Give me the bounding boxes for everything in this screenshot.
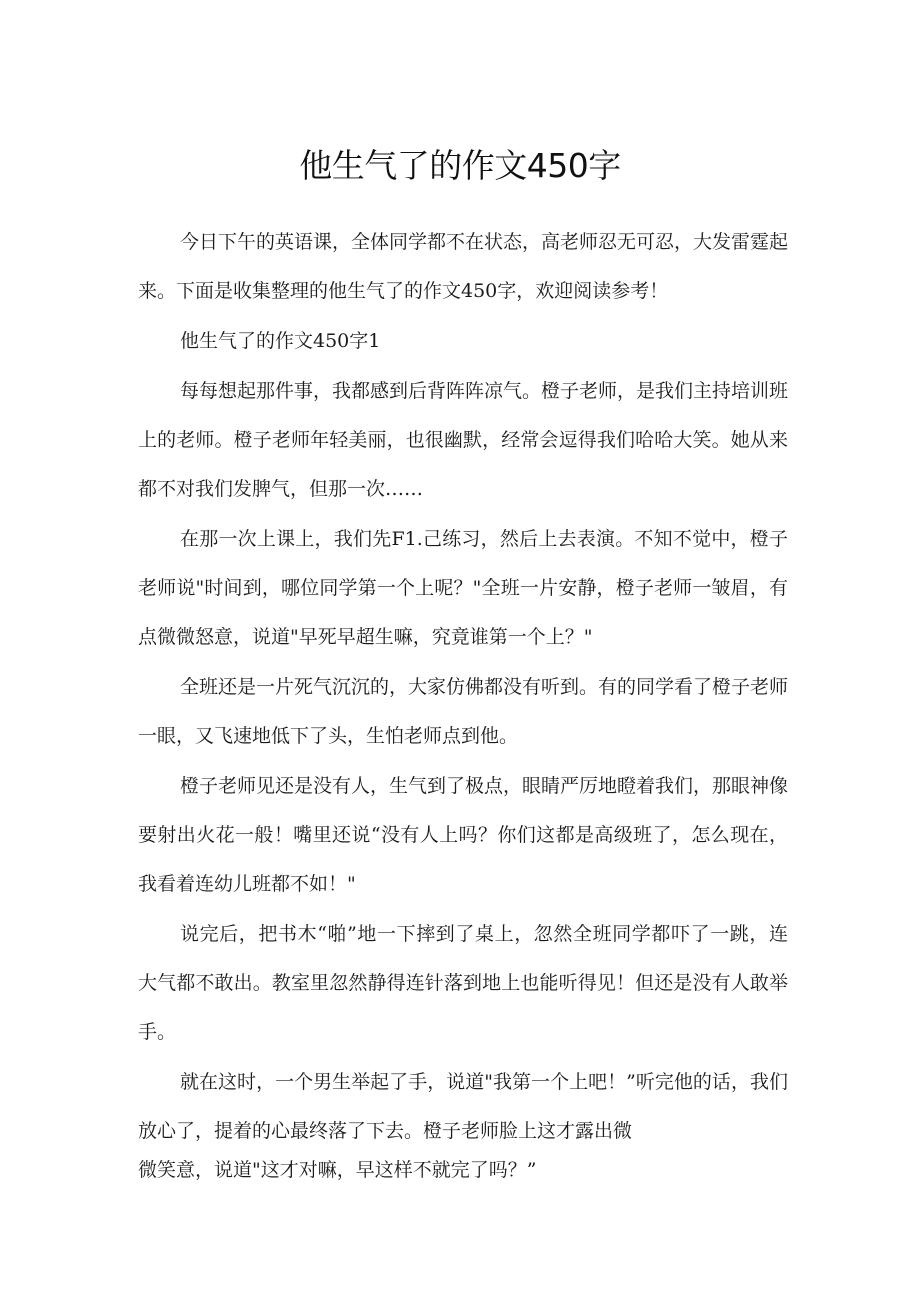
intro-paragraph: 今日下午的英语课，全体同学都不在状态，高老师忍无可忍，大发雷霆起来。下面是收集整理的他生气了的作文450字，欢迎阅读参考！ — [138, 231, 789, 302]
document-body — [138, 218, 788, 1191]
body-paragraph: 全班还是一片死气沉沉的，大家仿佛都没有听到。有的同学看了橙子老师一眼，又飞速地低下了头，生怕老师点到他。 — [138, 676, 789, 747]
body-paragraph-continuation: 微笑意，说道"这才对嘛，早这样不就完了吗？” — [138, 1159, 537, 1181]
body-paragraph: 橙子老师见还是没有人，生气到了极点，眼睛严厉地瞪着我们，那眼神像要射出火花一般！嘴里还说“没有人上吗？你们这都是高级班了，怎么现在，我看着连幼儿班都不如！" — [138, 775, 789, 895]
document-title: 他生气了的作文450字 — [299, 146, 621, 185]
body-paragraph: 说完后，把书木“啪”地一下摔到了桌上，忽然全班同学都吓了一跳，连大气都不敢出。教室里忽然静得连针落到地上也能听得见！但还是没有人敢举手。 — [138, 923, 788, 1043]
body-paragraph: 就在这时，一个男生举起了手，说道"我第一个上吧！”听完他的话，我们放心了，提着的心最终落了下去。橙子老师脸上这才露出微 — [138, 1071, 788, 1142]
body-paragraph: 在那一次上课上，我们先F1.己练习，然后上去表演。不知不觉中，橙子老师说"时间到，哪位同学第一个上呢？"全班一片安静，橙子老师一皱眉，有点微微怒意，说道"早死早超生嘛，究竟谁第一个上？" — [138, 528, 788, 648]
section-heading: 他生气了的作文450字1 — [180, 330, 381, 352]
body-paragraph: 每每想起那件事，我都感到后背阵阵凉气。橙子老师，是我们主持培训班上的老师。橙子老师年轻美丽，也很幽默，经常会逗得我们哈哈大笑。她从来都不对我们发脾气，但那一次…… — [138, 380, 789, 500]
